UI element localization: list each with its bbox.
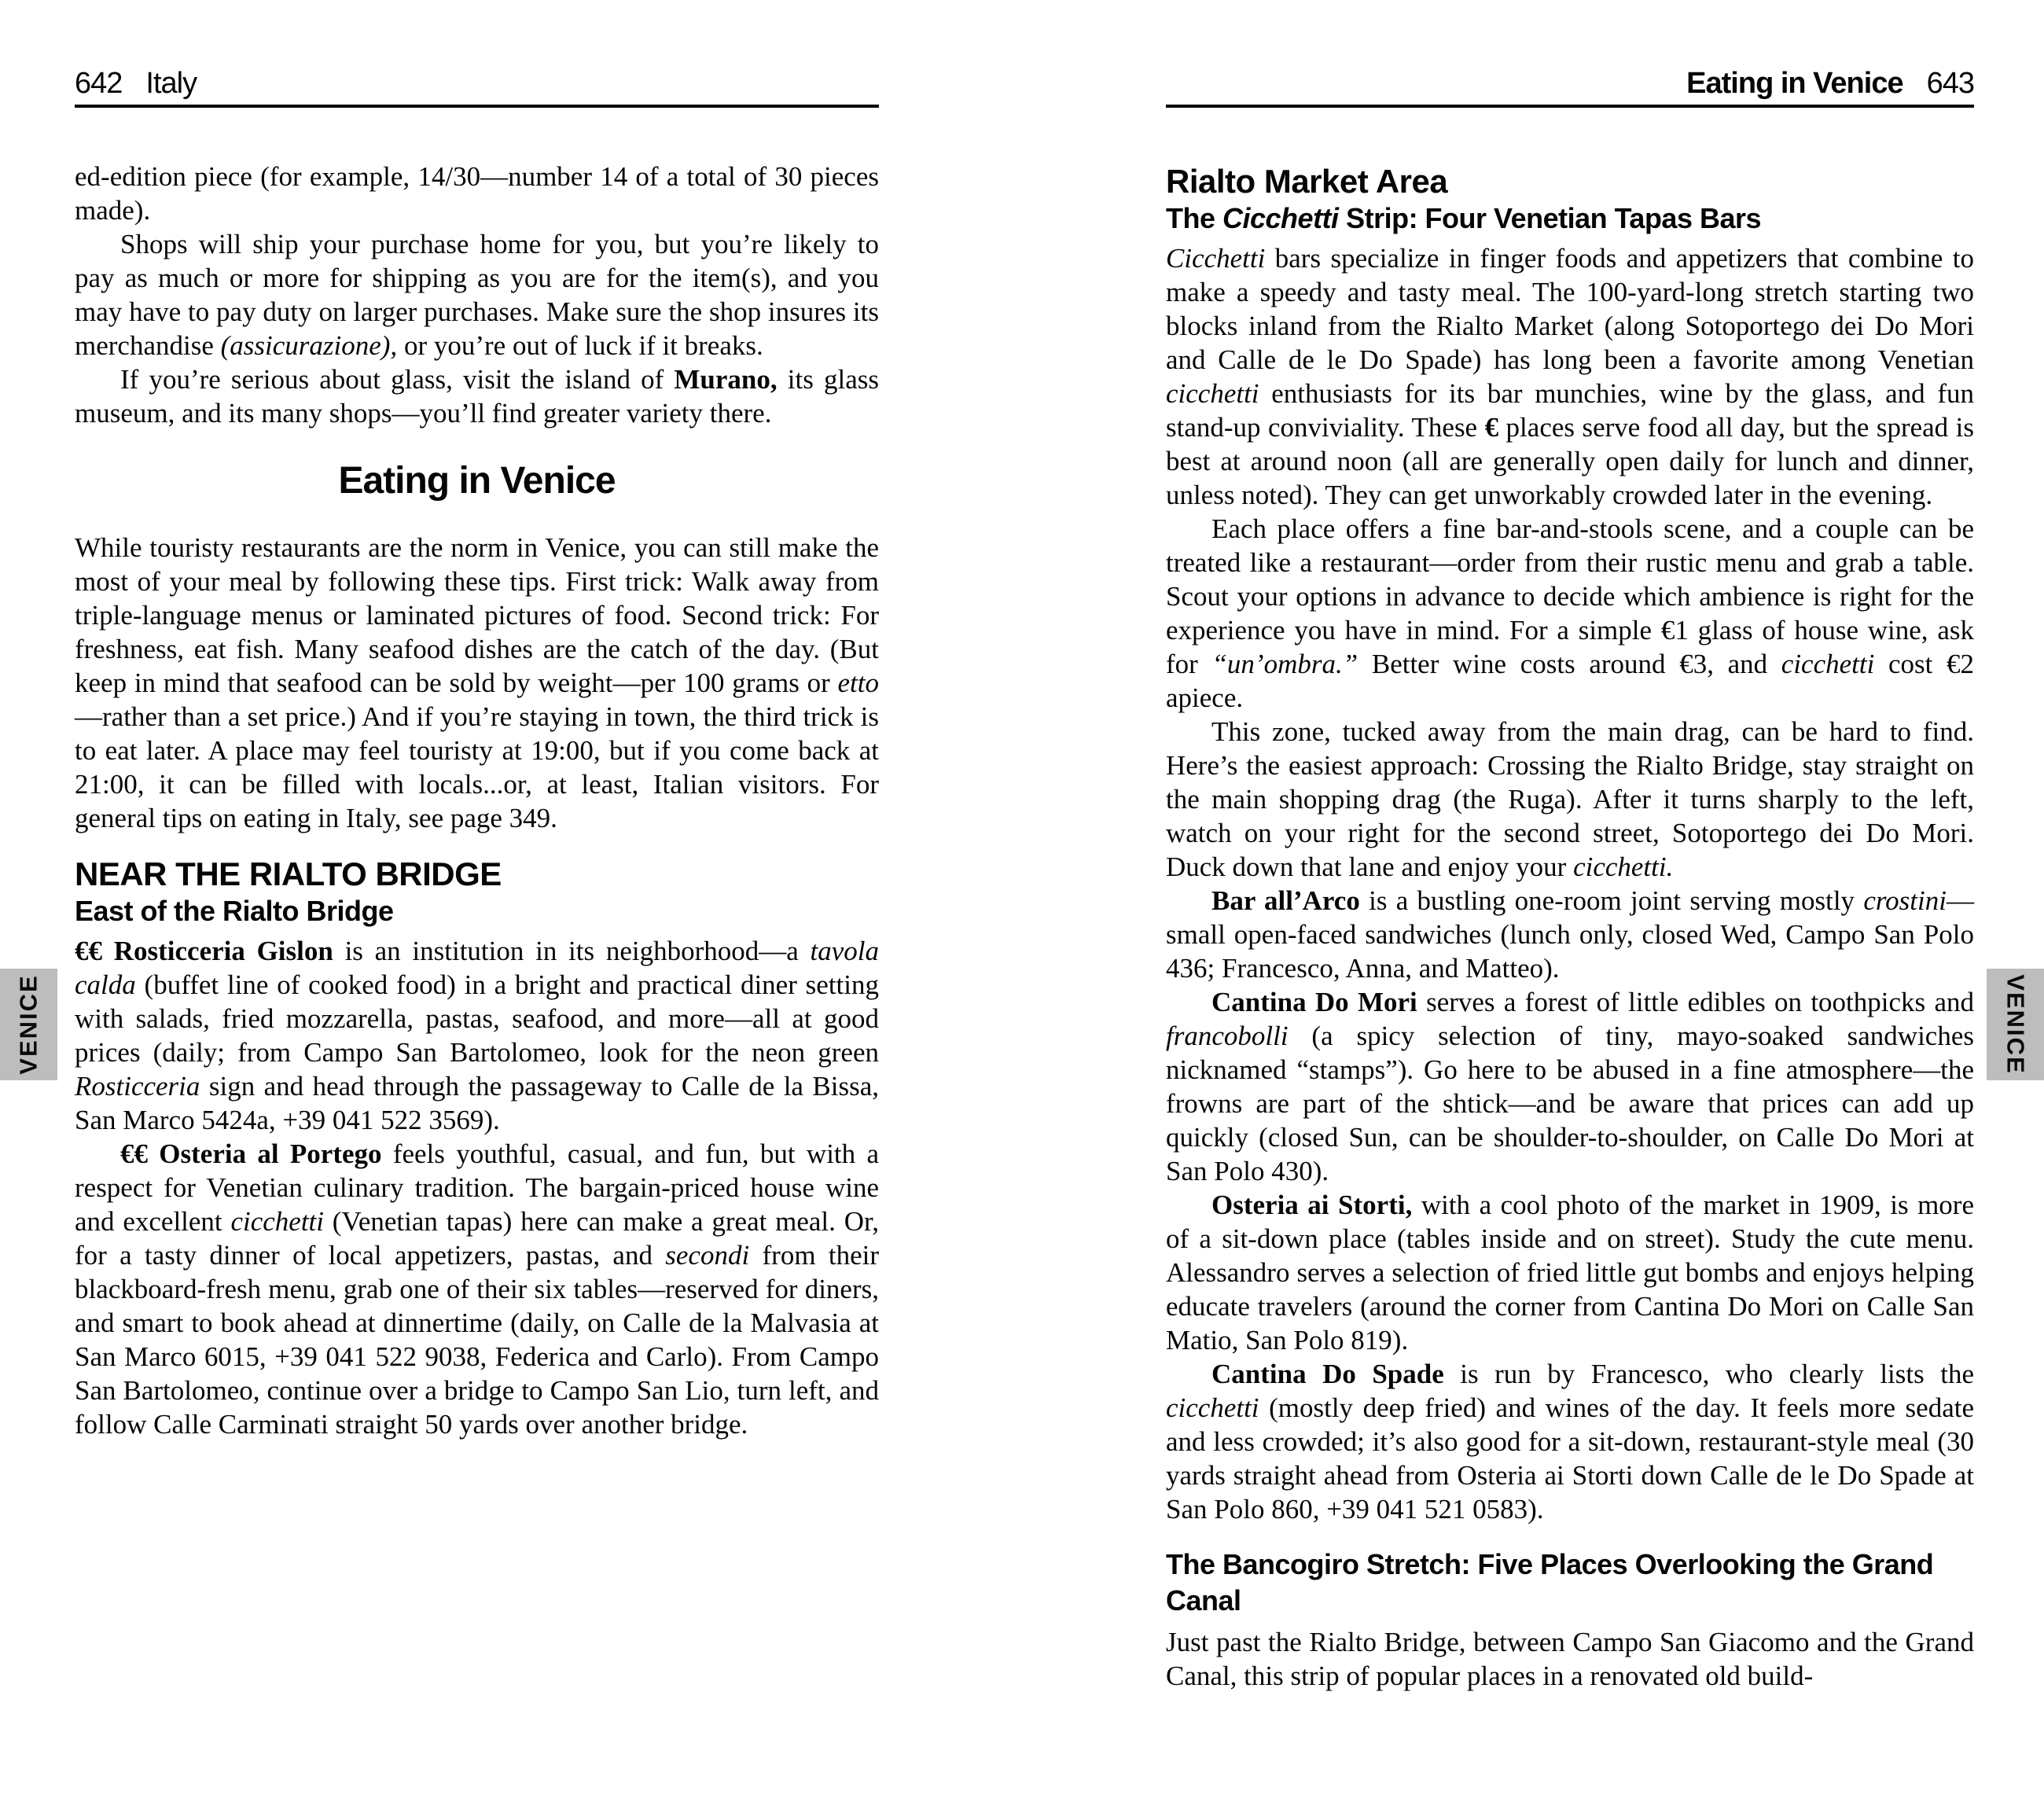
paragraph (1166, 1188, 1974, 1357)
text-segment: its glass museum, and its many shops—you’ll find greater variety there. (75, 364, 879, 429)
text-segment: crostini (1863, 885, 1947, 916)
text-segment: Cantina Do Spade (1211, 1359, 1444, 1389)
text-segment: cicchetti. (1573, 851, 1674, 882)
text-segment: is a bustling one-room joint serving mostly (1359, 885, 1864, 916)
text-segment: “un’ombra.” (1211, 649, 1358, 679)
heading-h3 (1166, 1547, 1974, 1619)
text-segment: places serve food all day, but the spread is best at around noon (all are generally open daily for lunch and dinner, unless noted). They can get unworkably crowded later in the evening. (1166, 412, 1974, 510)
text-segment: (a spicy selection of tiny, mayo-soaked sandwiches nicknamed “stamps”). Go here to be abused in a fine atmosphere—the frowns are part of the shtick—and be aware that prices can add up quickly (closed Sun, can be shoulder-to-shoulder, on Calle Do Mori at San Polo 430). (1166, 1021, 1974, 1186)
text-segment: tavola calda (75, 936, 879, 1000)
text-segment: If you’re serious about glass, visit the island of (120, 364, 675, 395)
paragraph (1166, 1357, 1974, 1526)
venice-chapter-tab-right (1987, 969, 2044, 1080)
page-number: 643 (1926, 67, 1974, 100)
heading-h3 (75, 893, 879, 929)
paragraph (75, 227, 879, 362)
text-segment: Osteria ai Storti, (1211, 1190, 1413, 1220)
paragraph (1166, 985, 1974, 1188)
text-segment: enthusiasts for its bar munchies, wine by the glass, and fun stand-up conviviality. These (1166, 378, 1974, 443)
text-segment: Rialto Market Area (1166, 163, 1448, 200)
heading-h3 (1166, 200, 1974, 237)
page-body (1166, 163, 1974, 1693)
text-segment: This zone, tucked away from the main drag, can be hard to find. Here’s the easiest approach: Crossing the Rialto Bridge, stay straight on the main shopping drag (the Ruga). After it turns sharply to the left, watch on your right for the second street, Sotoportego dei Do Mori. Duck down that lane and enjoy your (1166, 716, 1974, 882)
text-segment: francobolli (1166, 1021, 1289, 1051)
text-segment: The (1166, 202, 1223, 234)
text-segment: ed-edition piece (for example, 14/30—number 14 of a total of 30 pieces made). (75, 161, 879, 226)
page-643 (1166, 67, 1974, 1693)
text-segment: While touristy restaurants are the norm in Venice, you can still make the most of your meal by following these tips. First trick: Walk away from triple-language menus or laminated pictures of food. Second trick: For freshness, eat fish. Many seafood dishes are the catch of the day. (But keep in mind that seafood can be sold by weight—per 100 grams or (75, 532, 879, 698)
text-segment: bars specialize in finger foods and appetizers that combine to make a speedy and tasty meal. The 100-yard-long stretch starting two blocks inland from the Rialto Market (along Sotoportego dei Do Mori and Calle de le Do Spade) has long been a favorite among Venetian (1166, 243, 1974, 375)
paragraph (75, 1137, 879, 1441)
paragraph (75, 531, 879, 835)
text-segment: (mostly deep fried) and wines of the day. It feels more sedate and less crowded; it’s also good for a sit-down, restaurant-style meal (30 yards straight ahead from Osteria ai Storti down Calle de le Do Spade at San Polo 860, +39 041 521 0583). (1166, 1392, 1974, 1525)
paragraph (1166, 1625, 1974, 1693)
text-segment: NEAR THE RIALTO BRIDGE (75, 855, 502, 892)
text-segment: Eating in Venice (338, 460, 616, 502)
text-segment: cost €2 apiece. (1166, 649, 1975, 713)
text-segment: Murano, (674, 364, 778, 395)
text-segment: —small open-faced sandwiches (lunch only, closed Wed, Campo San Polo 436; Francesco, Anna, and Matteo). (1166, 885, 1974, 984)
head-rule (75, 105, 879, 108)
heading-h2 (75, 855, 879, 893)
paragraph (75, 362, 879, 430)
page-642 (75, 67, 879, 1441)
text-segment: or you’re out of luck if it breaks. (397, 330, 763, 361)
text-segment: (Venetian tapas) here can make a great meal. Or, for a tasty dinner of local appetizers, pastas, and (75, 1206, 879, 1271)
venice-tab-label: VENICE (14, 974, 42, 1075)
text-segment: is run by Francesco, who clearly lists the (1443, 1359, 1974, 1389)
heading-h1 (75, 458, 879, 504)
paragraph (75, 934, 879, 1137)
head-rule (1166, 105, 1974, 108)
text-segment: €€ Osteria al Portego (120, 1138, 382, 1169)
running-head-title: Eating in Venice (1686, 67, 1903, 100)
text-segment: secondi (665, 1240, 750, 1271)
text-segment: Strip: Four Venetian Tapas Bars (1338, 202, 1762, 234)
text-segment: Cantina Do Mori (1211, 987, 1417, 1017)
running-head-left (75, 67, 879, 105)
text-segment: cicchetti (1781, 649, 1875, 679)
text-segment: (assicurazione), (220, 330, 398, 361)
text-segment: feels youthful, casual, and fun, but with a respect for Venetian culinary tradition. The bargain-priced house wine and excellent (75, 1138, 879, 1237)
running-head-title: Italy (145, 67, 197, 100)
text-segment: cicchetti (230, 1206, 324, 1237)
text-segment: Each place offers a fine bar-and-stools scene, and a couple can be treated like a restaurant—order from their rustic menu and grab a table. Scout your options in advance to decide which ambience is right for the experience you have in mind. For a simple €1 glass of house wine, ask for (1166, 513, 1974, 679)
text-segment: Better wine costs around €3, and (1358, 649, 1781, 679)
venice-chapter-tab-left (0, 969, 57, 1080)
text-segment: East of the Rialto Bridge (75, 895, 394, 927)
text-segment: The Bancogiro Stretch: Five Places Overlooking the Grand Canal (1166, 1548, 1934, 1617)
paragraph (1166, 241, 1974, 512)
running-head-right (1166, 67, 1974, 105)
text-segment: Bar all’Arco (1211, 885, 1360, 916)
text-segment: (buffet line of cooked food) in a bright and practical diner setting with salads, fried mozzarella, pastas, seafood, and more—all at good prices (daily; from Campo San Bartolomeo, look for the neon green (75, 969, 879, 1068)
text-segment: Cicchetti (1166, 243, 1266, 274)
paragraph (1166, 715, 1974, 884)
text-segment: Just past the Rialto Bridge, between Campo San Giacomo and the Grand Canal, this strip of popular places in a renovated old build- (1166, 1627, 1974, 1691)
page-body (75, 160, 879, 1441)
text-segment: Rosticceria (75, 1071, 200, 1102)
text-segment: from their blackboard-fresh menu, grab one of their six tables—reserved for diners, and smart to book ahead at dinnertime (daily, on Calle de la Malvasia at San Marco 6015, +39 041 522 9038, Federica and Carlo). From Campo San Bartolomeo, continue over a bridge to Campo San Lio, turn left, and follow Calle Carminati straight 50 yards over another bridge. (75, 1240, 879, 1440)
heading-h2 (1166, 163, 1974, 200)
paragraph (1166, 512, 1974, 715)
text-segment: sign and head through the passageway to Calle de la Bissa, San Marco 5424a, +39 041 522 3569). (75, 1071, 879, 1135)
text-segment: serves a forest of little edibles on toothpicks and (1417, 987, 1974, 1017)
text-segment: cicchetti (1166, 378, 1259, 409)
text-segment: —rather than a set price.) And if you’re staying in town, the third trick is to eat later. A place may feel touristy at 19:00, but if you come back at 21:00, it can be filled with locals...or, at least, Italian visitors. For general tips on eating in Italy, see page 349. (75, 701, 879, 833)
venice-tab-label: VENICE (2002, 974, 2030, 1075)
paragraph (75, 160, 879, 227)
text-segment: €€ Rosticceria Gislon (75, 936, 333, 966)
text-segment: € (1484, 412, 1499, 443)
text-segment: with a cool photo of the market in 1909, is more of a sit-down place (tables inside and on street). Study the cute menu. Alessandro serves a selection of fried little gut bombs and enjoys helping educate travelers (around the corner from Cantina Do Mori on Calle San Matio, San Polo 819). (1166, 1190, 1974, 1355)
text-segment: is an institution in its neighborhood—a (333, 936, 811, 966)
text-segment: etto (837, 668, 879, 698)
page-number: 642 (75, 67, 123, 100)
text-segment: cicchetti (1166, 1392, 1259, 1423)
text-segment: Shops will ship your purchase home for you, but you’re likely to pay as much or more for shipping as you are for the item(s), and you may have to pay duty on larger purchases. Make sure the shop insures its merchandise (75, 229, 879, 361)
text-segment: Cicchetti (1222, 202, 1339, 234)
paragraph (1166, 884, 1974, 985)
